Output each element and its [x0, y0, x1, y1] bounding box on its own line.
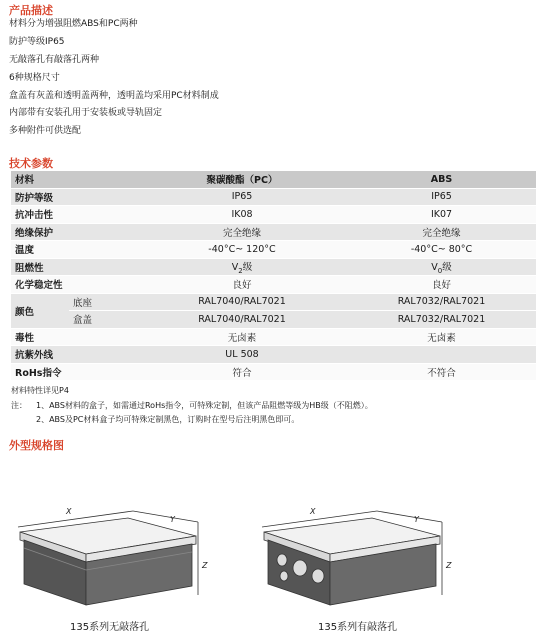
cell-abs: 良好 [347, 276, 536, 294]
cell-abs: 无卤素 [347, 328, 536, 346]
row-label: 阻燃性 [11, 258, 137, 276]
cell-abs: IP65 [347, 188, 536, 206]
table-row [11, 293, 536, 311]
description-line: 多种附件可供选配 [9, 126, 82, 136]
abs-flame-suffix: 级 [442, 261, 452, 273]
section-title-spec: 技术参数 [9, 157, 53, 170]
enclosure-drawing-no-knockout [8, 500, 218, 610]
cell-pc: 无卤素 [137, 328, 347, 346]
cell-abs: RAL7032/RAL7021 [347, 293, 536, 311]
note-item: 2、ABS及PC材料盒子均可特殊定制黑色，订购时在型号后注明黑色即可。 [36, 415, 300, 424]
description-line: 防护等级IP65 [9, 37, 65, 47]
row-label: 温度 [11, 241, 137, 259]
description-line: 内部带有安装孔用于安装板或导轨固定 [9, 108, 163, 118]
cell-abs: 不符合 [347, 363, 536, 381]
row-label: 化学稳定性 [11, 276, 137, 294]
enclosure-drawing-with-knockout [252, 500, 462, 610]
caption-no-knockout: 135系列无敲落孔 [70, 622, 150, 633]
note-item: 1、ABS材料的盒子，如需通过RoHs指令，可特殊定制，但该产品阻燃等级为HB级（不阻燃）。 [36, 401, 373, 410]
cell-abs [347, 346, 536, 364]
table-row [11, 223, 536, 241]
abs-flame-main: V [431, 261, 438, 273]
table-row [11, 258, 536, 276]
description-line: 无敲落孔有敲落孔两种 [9, 55, 100, 65]
row-label: 抗紫外线 [11, 346, 137, 364]
cell-abs: 完全绝缘 [347, 223, 536, 241]
cell-pc: IK08 [137, 206, 347, 224]
pc-flame-main: V [231, 261, 239, 273]
header-abs: ABS [347, 171, 536, 188]
row-label: RoHs指令 [11, 363, 137, 381]
table-row [11, 363, 536, 381]
table-row [11, 328, 536, 346]
pc-flame-sub: 2 [238, 266, 243, 275]
table-row [11, 188, 536, 206]
header-material: 材料 [11, 171, 137, 188]
cell-pc: 符合 [137, 363, 347, 381]
table-row [11, 276, 536, 294]
row-label: 绝缘保护 [11, 223, 137, 241]
table-row [11, 241, 536, 259]
cell-pc [137, 258, 347, 276]
cell-pc: RAL7040/RAL7021 [137, 293, 347, 311]
row-sublabel: 底座 [69, 293, 137, 311]
cell-abs: -40°C~ 80°C [347, 241, 536, 259]
cell-pc: 良好 [137, 276, 347, 294]
cell-pc: 完全绝缘 [137, 223, 347, 241]
row-label: 防护等级 [11, 188, 137, 206]
cell-pc: UL 508 [137, 346, 347, 364]
table-row [11, 346, 536, 364]
row-label: 毒性 [11, 328, 137, 346]
dim-z-label: Z [202, 561, 208, 570]
row-label: 抗冲击性 [11, 206, 137, 224]
abs-flame-sub: 0 [437, 266, 443, 275]
dim-y-label: Y [170, 515, 175, 524]
table-row [11, 311, 536, 329]
cell-pc: -40°C~ 120°C [137, 241, 347, 259]
section-title-description: 产品描述 [9, 4, 53, 17]
table-row [11, 206, 536, 224]
pc-flame-suffix: 级 [242, 261, 253, 273]
cell-pc: RAL7040/RAL7021 [137, 311, 347, 329]
cell-abs: RAL7032/RAL7021 [347, 311, 536, 329]
dim-y-label: Y [414, 515, 419, 524]
note-prefix: 注： [11, 401, 27, 410]
table-header-row [11, 171, 536, 188]
row-sublabel: 盒盖 [69, 311, 137, 329]
dim-z-label: Z [446, 561, 452, 570]
caption-with-knockout: 135系列有敲落孔 [318, 622, 398, 633]
description-line: 6种规格尺寸 [9, 73, 60, 83]
description-line: 盒盖有灰盖和透明盖两种，透明盖均采用PC材料制成 [9, 91, 219, 101]
note-ref: 材料特性详见P4 [11, 386, 69, 395]
dim-x-label: X [66, 507, 72, 516]
dim-x-label: X [310, 507, 316, 516]
cell-abs [347, 258, 536, 276]
spec-table [11, 171, 536, 381]
description-line: 材料分为增强阻燃ABS和PC两种 [9, 19, 138, 29]
header-pc: 聚碳酸酯（PC） [137, 171, 347, 188]
cell-abs: IK07 [347, 206, 536, 224]
cell-pc: IP65 [137, 188, 347, 206]
row-label: 颜色 [11, 293, 69, 328]
section-title-drawings: 外型规格图 [9, 439, 64, 452]
